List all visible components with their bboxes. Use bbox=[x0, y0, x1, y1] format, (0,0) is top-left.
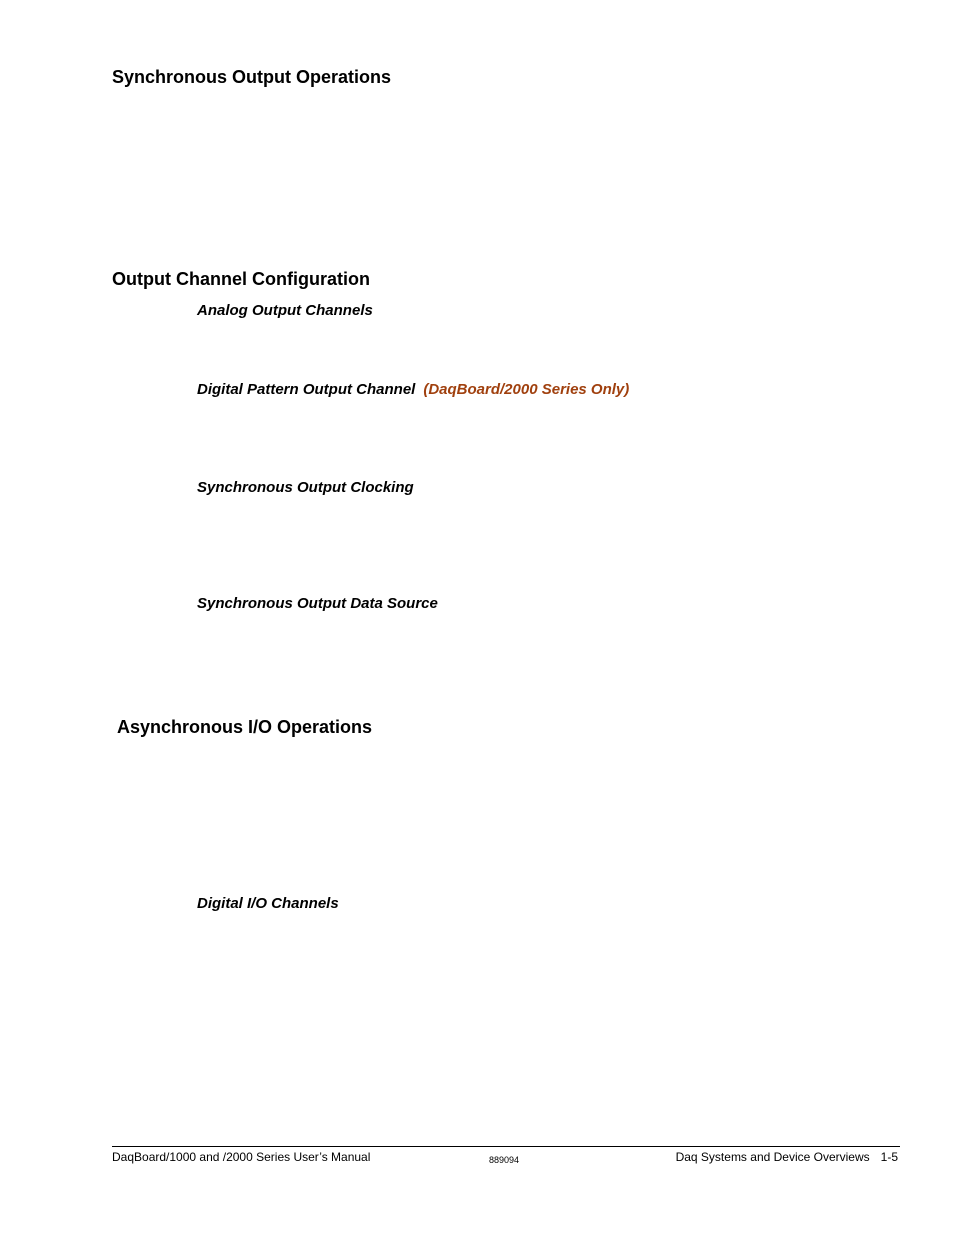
subheading-digital-pattern-label: Digital Pattern Output Channel bbox=[197, 381, 416, 398]
heading-output-channel-configuration: Output Channel Configuration bbox=[112, 269, 370, 289]
footer-section-title: Daq Systems and Device Overviews bbox=[675, 1150, 870, 1164]
footer-document-number: 889094 bbox=[489, 1155, 520, 1165]
heading-asynchronous-io-operations: Asynchronous I/O Operations bbox=[117, 717, 373, 737]
footer-manual-title: DaqBoard/1000 and /2000 Series User’s Manual bbox=[112, 1150, 371, 1164]
footer-divider bbox=[112, 1146, 900, 1147]
series-only-note: (DaqBoard/2000 Series Only) bbox=[423, 381, 630, 398]
subheading-synchronous-output-clocking: Synchronous Output Clocking bbox=[197, 479, 414, 496]
footer-page-number: 1-5 bbox=[880, 1150, 898, 1164]
heading-synchronous-output-operations: Synchronous Output Operations bbox=[112, 67, 392, 87]
subheading-digital-pattern-output-channel bbox=[197, 381, 629, 399]
subheading-digital-io-channels: Digital I/O Channels bbox=[197, 895, 339, 912]
footer-section-info bbox=[676, 1150, 898, 1164]
subheading-analog-output-channels: Analog Output Channels bbox=[197, 302, 373, 319]
subheading-synchronous-output-data-source: Synchronous Output Data Source bbox=[197, 595, 438, 612]
